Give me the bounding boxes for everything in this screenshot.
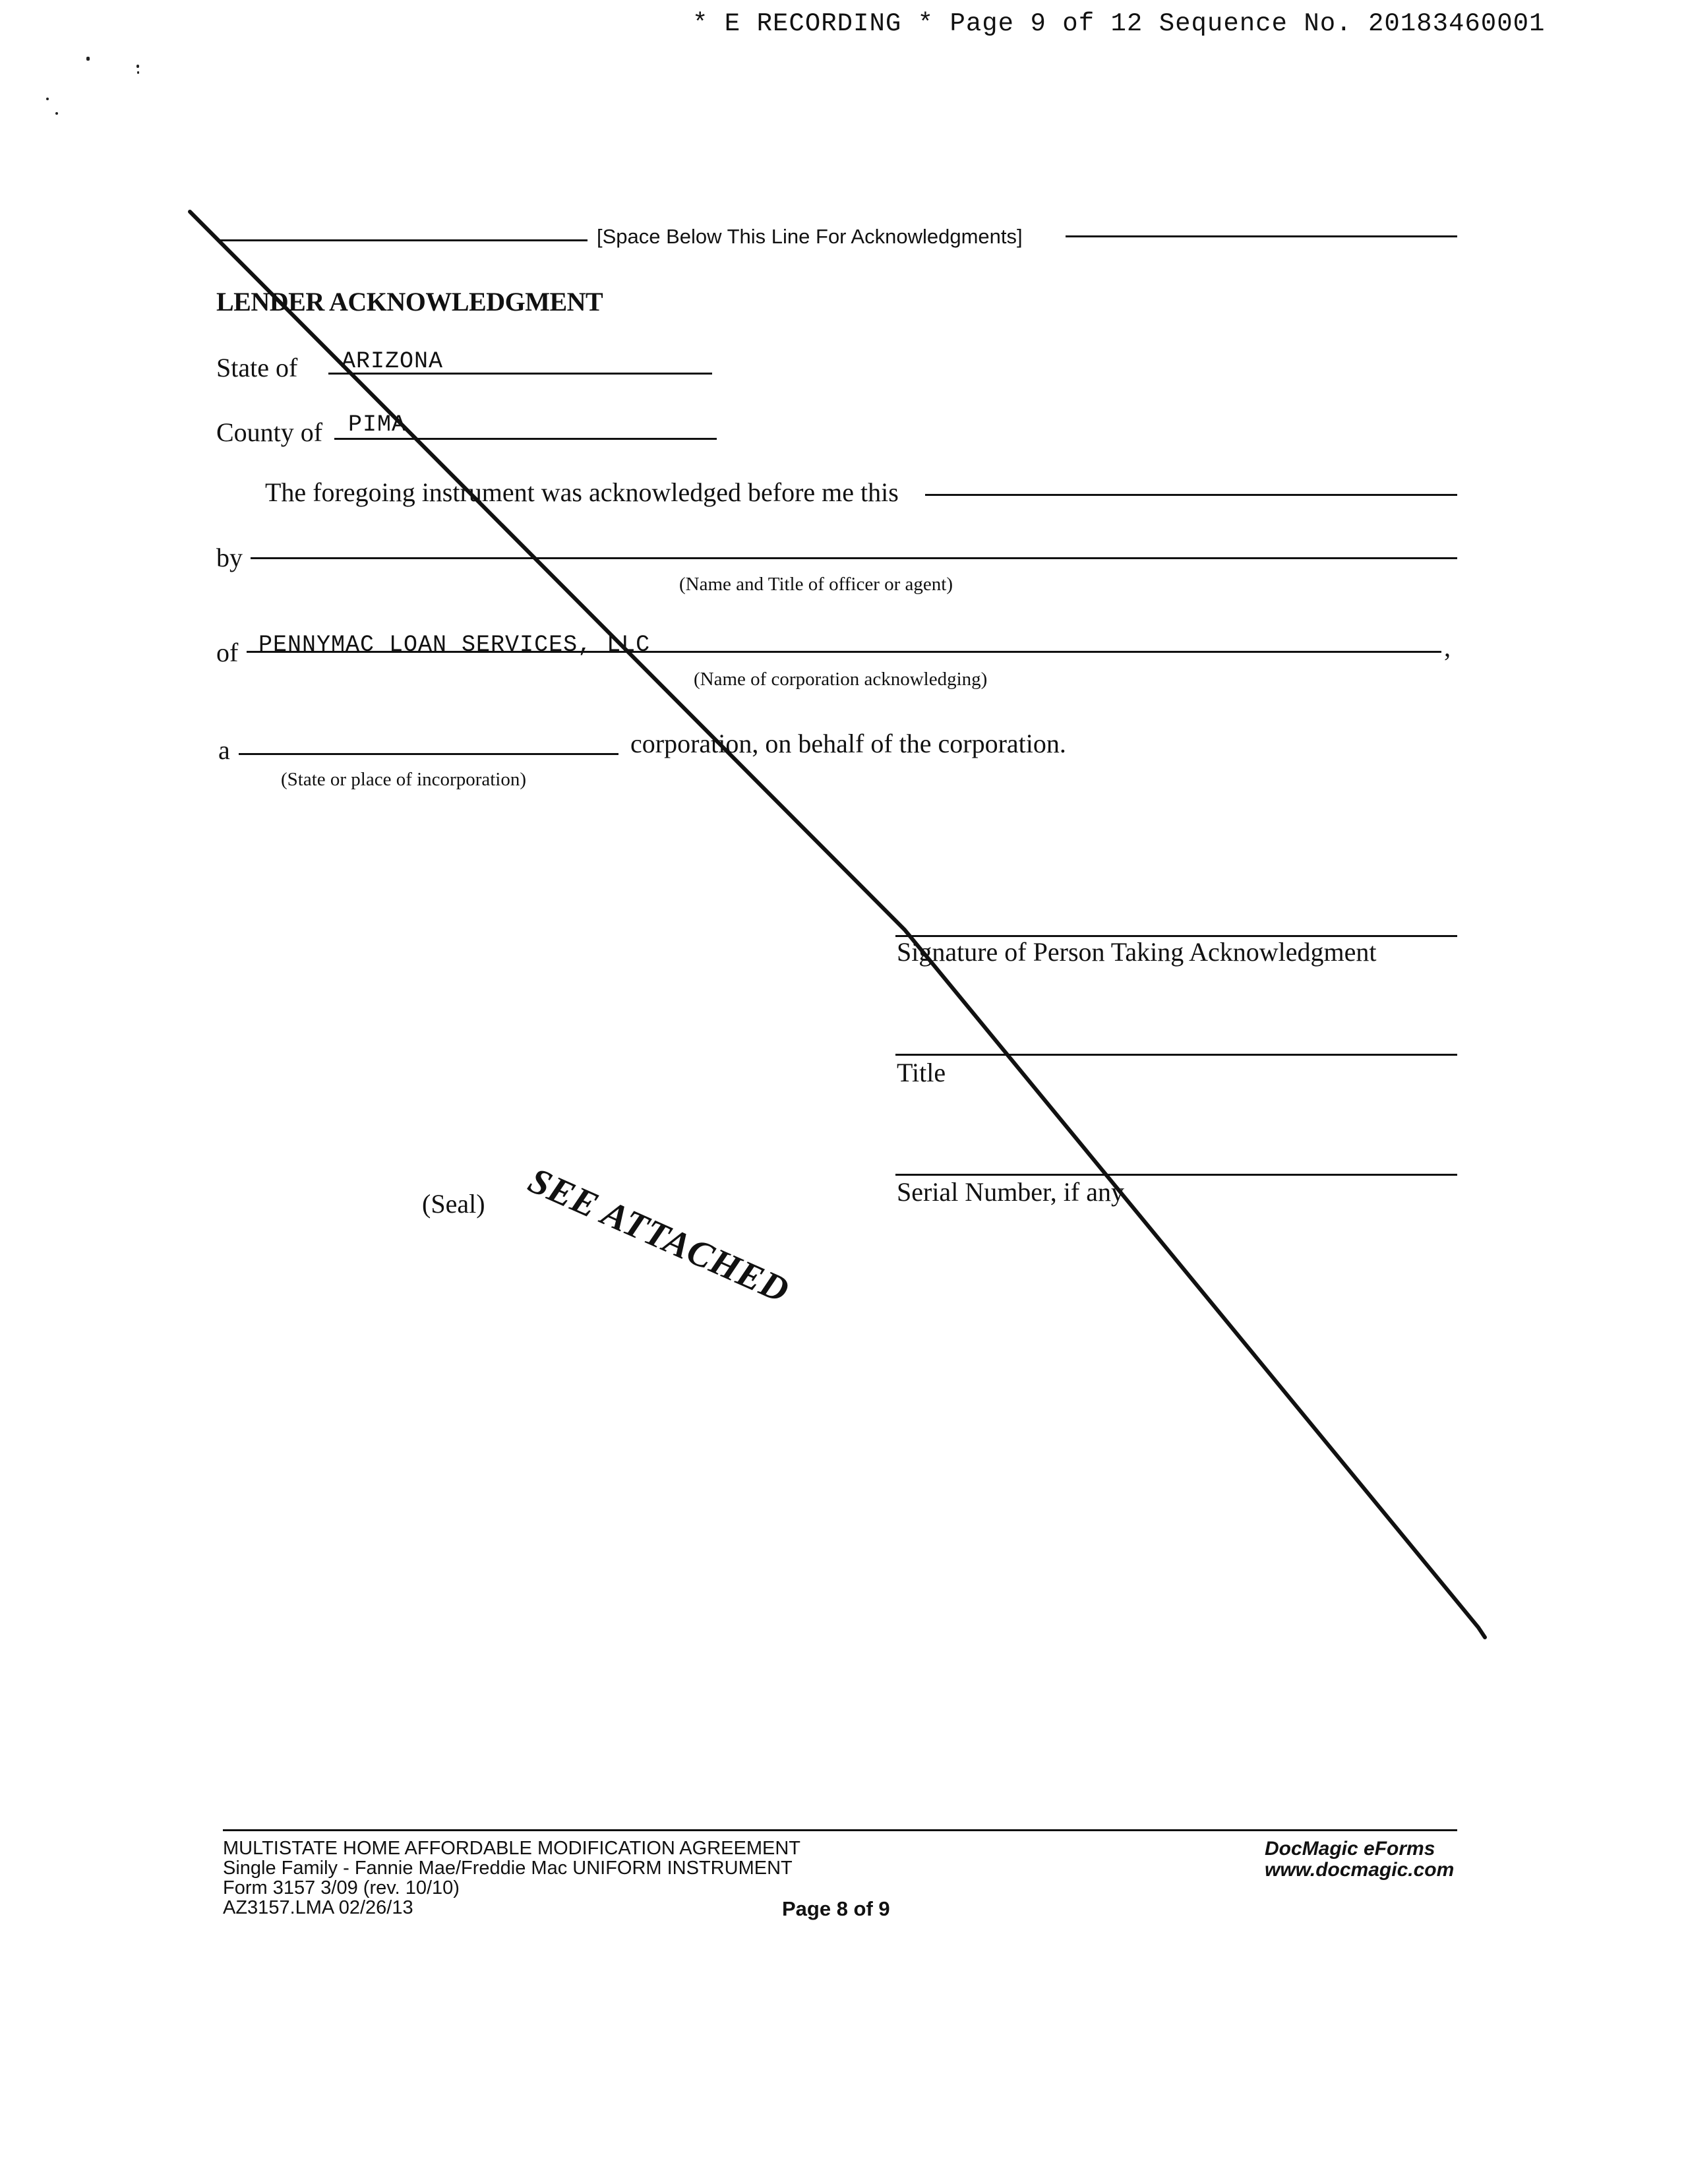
footer-line-3: Form 3157 3/09 (rev. 10/10) bbox=[223, 1877, 460, 1898]
by-label: by bbox=[216, 543, 243, 572]
brand-name: DocMagic eForms bbox=[1265, 1838, 1435, 1860]
signature-label: Signature of Person Taking Acknowledgment bbox=[897, 937, 1377, 967]
county-label: County of bbox=[216, 417, 323, 447]
corporation-text: corporation, on behalf of the corporation. bbox=[630, 729, 1066, 758]
docmagic-brand bbox=[1265, 1838, 1454, 1881]
title-label: Title bbox=[897, 1058, 946, 1087]
incorporation-caption: (State or place of incorporation) bbox=[281, 769, 527, 790]
serial-label: Serial Number, if any bbox=[897, 1177, 1124, 1207]
corporation-name: PENNYMAC LOAN SERVICES, LLC bbox=[258, 632, 651, 658]
space-below-label: [Space Below This Line For Acknowledgments] bbox=[597, 225, 1023, 248]
section-title: LENDER ACKNOWLEDGMENT bbox=[216, 287, 603, 317]
see-attached-stamp: SEE ATTACHED bbox=[522, 1159, 796, 1312]
brand-website: www.docmagic.com bbox=[1265, 1859, 1455, 1881]
page-number: Page 8 of 9 bbox=[782, 1897, 890, 1920]
recording-header: * E RECORDING * Page 9 of 12 Sequence No. 20183460001 bbox=[692, 9, 1546, 38]
of-caption: (Name of corporation acknowledging) bbox=[694, 669, 988, 690]
footer-rule bbox=[223, 1829, 1457, 1831]
state-label: State of bbox=[216, 353, 298, 382]
state-value: ARIZONA bbox=[342, 348, 444, 375]
seal-label: (Seal) bbox=[422, 1189, 485, 1219]
of-label: of bbox=[216, 638, 239, 667]
foregoing-text: The foregoing instrument was acknowledged before me this bbox=[265, 477, 899, 507]
footer-line-4: AZ3157.LMA 02/26/13 bbox=[223, 1897, 413, 1918]
footer-line-2: Single Family - Fannie Mae/Freddie Mac UNIFORM INSTRUMENT bbox=[223, 1858, 793, 1879]
footer-line-1: MULTISTATE HOME AFFORDABLE MODIFICATION AGREEMENT bbox=[223, 1838, 800, 1859]
county-value: PIMA bbox=[348, 411, 407, 438]
by-caption: (Name and Title of officer or agent) bbox=[679, 574, 953, 595]
incorporation-label: a bbox=[218, 735, 230, 765]
footer-form-info bbox=[223, 1838, 800, 1918]
of-trailing-comma: , bbox=[1444, 632, 1451, 662]
